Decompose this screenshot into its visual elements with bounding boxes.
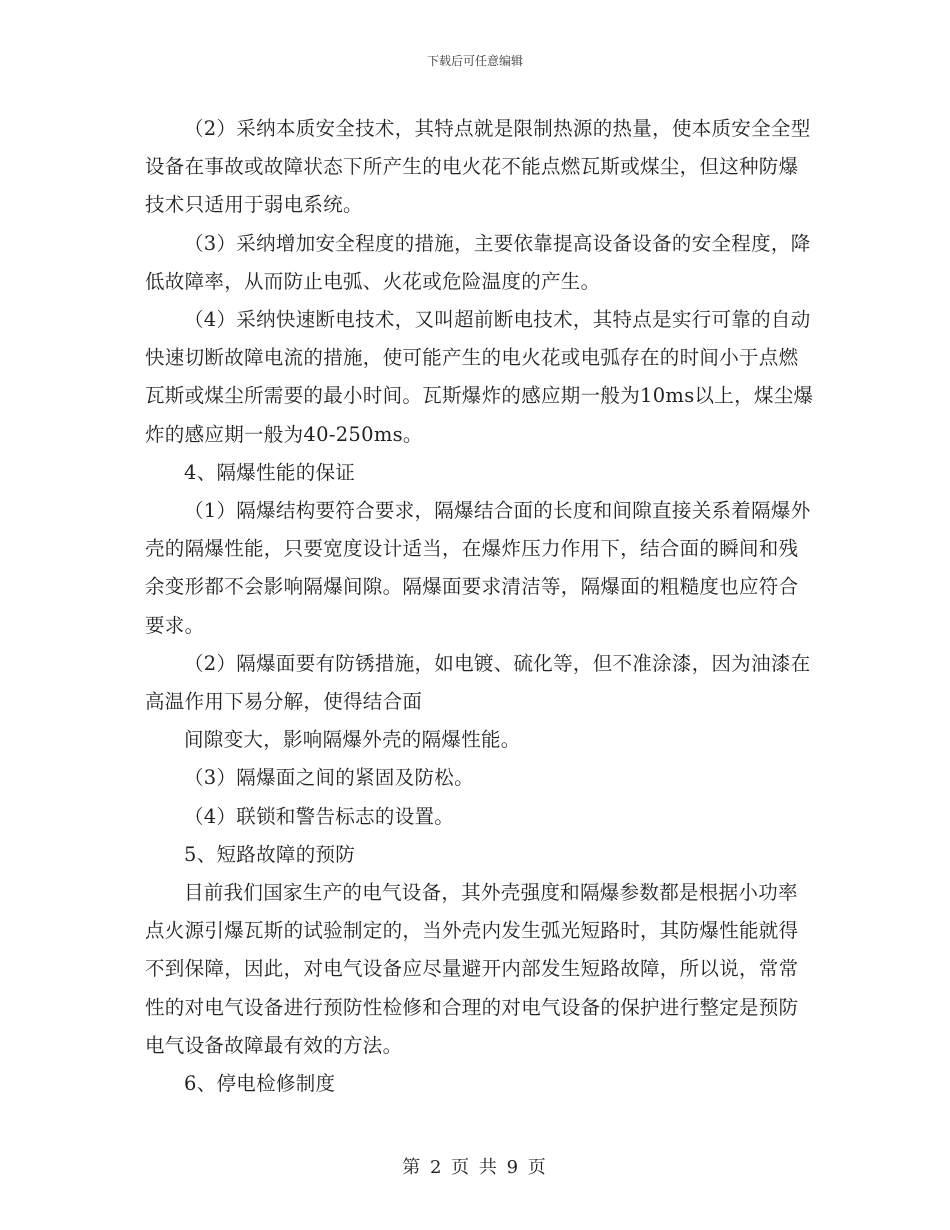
paragraph: 目前我们国家生产的电气设备，其外壳强度和隔爆参数都是根据小功率点火源引爆瓦斯的试验制定的，当外壳内发生弧光短路时，其防爆性能就得不到保障，因此，对电气设备应尽量避开内部发生短路故障，所以说，常常性的对电气设备进行预防性检修和合理的对电气设备的保护进行整定是预防电气设备故障最有效的方法。 [145, 881, 799, 1057]
paragraph: （4）采纳快速断电技术，又叫超前断电技术，其特点是实行可靠的自动快速切断故障电流的措施，使可能产生的电火花或电弧存在的时间小于点燃瓦斯或煤尘所需要的最小时间。瓦斯爆炸的感应期一般为10ms以上，煤尘爆炸的感应期一般为40-250ms。 [145, 308, 814, 446]
paragraph: 间隙变大，影响隔爆外壳的隔爆性能。 [184, 728, 521, 752]
page-header: 下载后可任意编辑 [426, 54, 523, 68]
section-heading: 5、短路故障的预防 [184, 842, 356, 866]
document-body [145, 110, 815, 1103]
paragraph: （1）隔爆结构要符合要求，隔爆结合面的长度和间隙直接关系着隔爆外壳的隔爆性能，只要宽度设计适当，在爆炸压力作用下，结合面的瞬间和残余变形都不会影响隔爆间隙。隔爆面要求清洁等，隔爆面的粗糙度也应符合要求。 [145, 499, 811, 637]
paragraph: （2）采纳本质安全技术，其特点就是限制热源的热量，使本质安全全型设备在事故或故障状态下所产生的电火花不能点燃瓦斯或煤尘，但这种防爆技术只适用于弱电系统。 [145, 117, 811, 217]
paragraph: （3）采纳增加安全程度的措施，主要依靠提高设备设备的安全程度，降低故障率，从而防止电弧、火花或危险温度的产生。 [145, 231, 811, 293]
page-footer: 第 2 页 共 9 页 [402, 1157, 548, 1178]
paragraph: （2）隔爆面要有防锈措施，如电镀、硫化等，但不准涂漆，因为油漆在高温作用下易分解，使得结合面 [145, 651, 811, 714]
paragraph: （4）联锁和警告标志的设置。 [184, 804, 455, 828]
section-heading: 4、隔爆性能的保证 [184, 460, 356, 484]
paragraph: （3）隔爆面之间的紧固及防松。 [184, 766, 474, 790]
section-heading: 6、停电检修制度 [184, 1072, 336, 1096]
